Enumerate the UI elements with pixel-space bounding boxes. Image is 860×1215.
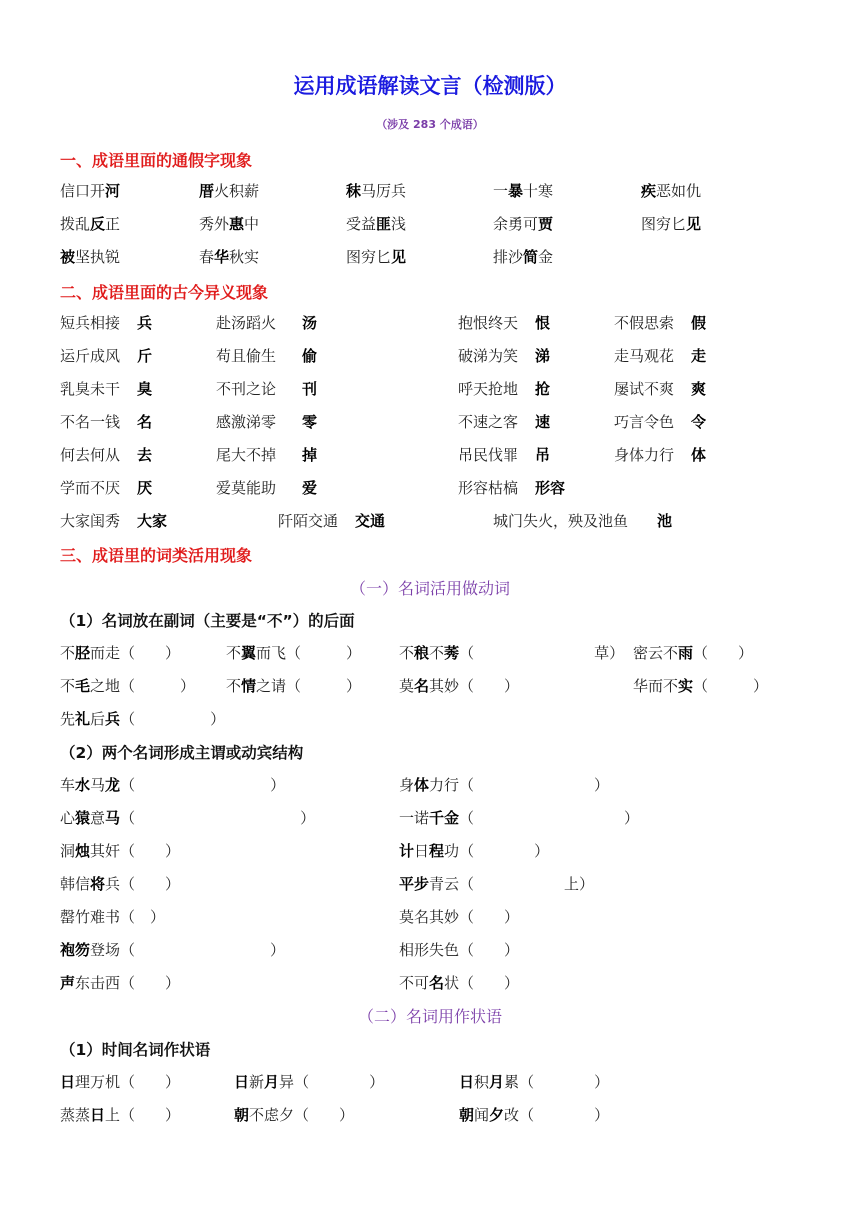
idiom-keyword: 零 — [302, 413, 318, 431]
section3-sub2: （二）名词用作状语 — [357, 1007, 502, 1026]
idiom-keyword: 爽 — [691, 380, 707, 398]
answer-blank[interactable]: （ ） — [120, 776, 286, 794]
idiom-item: 洞烛其奸（ ） — [60, 842, 181, 860]
idiom-item: 相形失色（ ） — [399, 941, 520, 959]
answer-blank[interactable]: （ ） — [459, 908, 520, 926]
answer-blank[interactable]: （ 上） — [459, 875, 595, 893]
idiom-item: 日积月累（ ） — [459, 1073, 610, 1091]
idiom-text: 不假思索 — [614, 314, 675, 332]
answer-blank[interactable]: （ ） — [693, 644, 754, 662]
idiom-text: 爱莫能助 — [216, 479, 277, 497]
idiom-text: 学而不厌 — [60, 479, 121, 497]
section1-heading: 一、成语里面的通假字现象 — [60, 151, 253, 170]
answer-blank[interactable]: （ ） — [120, 842, 181, 860]
idiom-keyword: 厌 — [137, 479, 153, 497]
idiom-item: 莫名其妙（ ） — [399, 677, 520, 695]
question-2: （2）两个名词形成主谓或动宾结构 — [60, 744, 304, 762]
idiom-item: 疾恶如仇 — [641, 182, 702, 200]
page-subtitle: （涉及 283 个成语） — [376, 118, 484, 131]
idiom-text: 尾大不掉 — [216, 446, 277, 464]
answer-blank[interactable]: （ ） — [120, 644, 181, 662]
idiom-keyword: 爱 — [302, 479, 318, 497]
answer-blank[interactable]: （ ） — [120, 908, 166, 926]
idiom-keyword: 名 — [137, 413, 153, 431]
idiom-keyword: 交通 — [355, 512, 386, 530]
idiom-item: 罄竹难书（ ） — [60, 908, 166, 926]
idiom-item: 蒸蒸日上（ ） — [60, 1106, 181, 1124]
idiom-text: 感激涕零 — [216, 413, 277, 431]
idiom-text: 阡陌交通 — [278, 512, 339, 530]
idiom-item: 信口开河 — [60, 182, 121, 200]
question-3: （1）时间名词作状语 — [60, 1041, 211, 1059]
idiom-item: 韩信将兵（ ） — [60, 875, 181, 893]
idiom-item: 袍笏登场（ ） — [60, 941, 286, 959]
idiom-text: 走马观花 — [614, 347, 675, 365]
idiom-item: 图穷匕见 — [346, 248, 407, 266]
idiom-keyword: 偷 — [302, 347, 318, 365]
idiom-item: 不稂不莠（ 草） — [399, 644, 625, 662]
idiom-text: 吊民伐罪 — [458, 446, 519, 464]
idiom-item: 排沙简金 — [493, 248, 554, 266]
idiom-item: 图穷匕见 — [641, 215, 702, 233]
idiom-keyword: 涕 — [535, 347, 551, 365]
answer-blank[interactable]: （ ） — [120, 974, 181, 992]
idiom-text: 乳臭未干 — [60, 380, 121, 398]
idiom-item: 密云不雨（ ） — [633, 644, 754, 662]
idiom-keyword: 体 — [691, 446, 707, 464]
idiom-item: 华而不实（ ） — [633, 677, 769, 695]
idiom-item: 朝闻夕改（ ） — [459, 1106, 610, 1124]
section3-sub1: （一）名词活用做动词 — [349, 579, 510, 598]
idiom-keyword: 抢 — [535, 380, 551, 398]
idiom-item: 莫名其妙（ ） — [399, 908, 520, 926]
idiom-item: 心猿意马（ ） — [60, 809, 316, 827]
idiom-text: 赴汤蹈火 — [216, 314, 277, 332]
answer-blank[interactable]: （ ） — [120, 809, 316, 827]
idiom-item: 车水马龙（ ） — [60, 776, 286, 794]
answer-blank[interactable]: （ ） — [459, 809, 640, 827]
idiom-item: 不情之请（ ） — [226, 677, 362, 695]
idiom-text: 身体力行 — [614, 446, 675, 464]
idiom-item: 一暴十寒 — [493, 182, 554, 200]
idiom-item: 被坚执锐 — [60, 248, 121, 266]
idiom-item: 声东击西（ ） — [60, 974, 181, 992]
answer-blank[interactable]: （ ） — [459, 941, 520, 959]
idiom-item: 不胫而走（ ） — [60, 644, 181, 662]
answer-blank[interactable]: （ ） — [120, 677, 196, 695]
idiom-item: 计日程功（ ） — [399, 842, 550, 860]
answer-blank[interactable]: （ ） — [120, 710, 226, 728]
idiom-item: 平步青云（ 上） — [399, 875, 595, 893]
answer-blank[interactable]: （ 草） — [459, 644, 625, 662]
idiom-text: 屡试不爽 — [614, 380, 675, 398]
idiom-item: 秣马厉兵 — [346, 182, 407, 200]
idiom-item: 先礼后兵（ ） — [60, 710, 226, 728]
idiom-keyword: 刊 — [302, 380, 318, 398]
idiom-text: 不名一钱 — [60, 413, 121, 431]
section2-heading: 二、成语里面的古今异义现象 — [60, 283, 269, 302]
idiom-text: 抱恨终天 — [458, 314, 519, 332]
answer-blank[interactable]: （ ） — [459, 842, 550, 860]
idiom-item: 不毛之地（ ） — [60, 677, 196, 695]
idiom-item: 春华秋实 — [199, 248, 260, 266]
answer-blank[interactable]: （ ） — [294, 1106, 355, 1124]
answer-blank[interactable]: （ ） — [459, 776, 610, 794]
idiom-item: 受益匪浅 — [346, 215, 407, 233]
answer-blank[interactable]: （ ） — [693, 677, 769, 695]
idiom-item: 日理万机（ ） — [60, 1073, 181, 1091]
idiom-text: 呼天抢地 — [458, 380, 519, 398]
idiom-text: 苟且偷生 — [216, 347, 277, 365]
section3-heading: 三、成语里的词类活用现象 — [60, 546, 253, 565]
answer-blank[interactable]: （ ） — [120, 941, 286, 959]
idiom-keyword: 走 — [691, 347, 707, 365]
idiom-keyword: 速 — [535, 413, 551, 431]
answer-blank[interactable]: （ ） — [459, 974, 520, 992]
idiom-keyword: 掉 — [302, 446, 318, 464]
idiom-keyword: 池 — [657, 512, 673, 530]
idiom-item: 身体力行（ ） — [399, 776, 610, 794]
idiom-keyword: 形容 — [535, 479, 566, 497]
answer-blank[interactable]: （ ） — [519, 1073, 610, 1091]
idiom-item: 余勇可贾 — [493, 215, 554, 233]
idiom-item: 朝不虑夕（ ） — [234, 1106, 355, 1124]
idiom-text: 短兵相接 — [60, 314, 121, 332]
idiom-text: 巧言令色 — [614, 413, 675, 431]
idiom-keyword: 臭 — [137, 380, 153, 398]
idiom-keyword: 吊 — [535, 446, 551, 464]
page-title: 运用成语解读文言（检测版） — [293, 74, 567, 98]
idiom-keyword: 兵 — [137, 314, 153, 332]
idiom-text: 城门失火，殃及池鱼 — [493, 512, 629, 530]
answer-blank[interactable]: （ ） — [286, 644, 362, 662]
idiom-text: 大家闺秀 — [60, 512, 121, 530]
idiom-keyword: 恨 — [535, 314, 551, 332]
answer-blank[interactable]: （ ） — [120, 1073, 181, 1091]
idiom-text: 何去何从 — [60, 446, 121, 464]
idiom-keyword: 令 — [691, 413, 707, 431]
answer-blank[interactable]: （ ） — [120, 1106, 181, 1124]
idiom-text: 不刊之论 — [216, 380, 277, 398]
idiom-item: 一诺千金（ ） — [399, 809, 640, 827]
idiom-item: 厝火积薪 — [199, 182, 260, 200]
idiom-text: 运斤成风 — [60, 347, 121, 365]
idiom-item: 拨乱反正 — [60, 215, 121, 233]
question-1: （1）名词放在副词（主要是“不”）的后面 — [60, 612, 355, 630]
answer-blank[interactable]: （ ） — [294, 1073, 385, 1091]
idiom-keyword: 汤 — [302, 314, 318, 332]
idiom-item: 日新月异（ ） — [234, 1073, 385, 1091]
idiom-text: 不速之客 — [458, 413, 519, 431]
idiom-keyword: 去 — [137, 446, 153, 464]
idiom-keyword: 假 — [691, 314, 707, 332]
idiom-text: 形容枯槁 — [458, 479, 519, 497]
idiom-keyword: 斤 — [137, 347, 153, 365]
answer-blank[interactable]: （ ） — [120, 875, 181, 893]
idiom-item: 秀外惠中 — [199, 215, 260, 233]
idiom-item: 不翼而飞（ ） — [226, 644, 362, 662]
idiom-keyword: 大家 — [137, 512, 168, 530]
idiom-text: 破涕为笑 — [458, 347, 519, 365]
answer-blank[interactable]: （ ） — [286, 677, 362, 695]
answer-blank[interactable]: （ ） — [519, 1106, 610, 1124]
answer-blank[interactable]: （ ） — [459, 677, 520, 695]
idiom-item: 不可名状（ ） — [399, 974, 520, 992]
